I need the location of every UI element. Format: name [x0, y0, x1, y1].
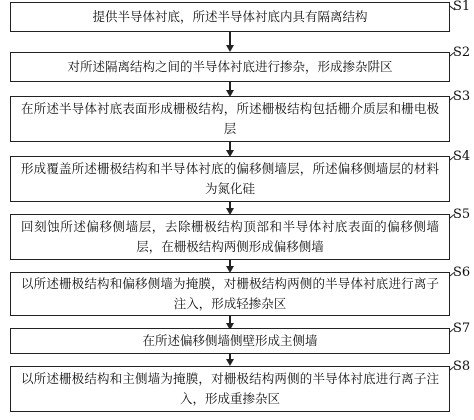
step-text-s7: 在所述偏移侧墙侧壁形成主侧墙 — [142, 333, 318, 348]
step-label-s6: S6 — [453, 265, 471, 280]
step-label-s1: S1 — [453, 0, 471, 14]
step-text-s5: 回刻蚀所述偏移侧墙层，去除栅极结构顶部和半导体衬底表面的偏移侧墙层，在栅极结构两侧形成偏移侧墙 — [21, 219, 439, 254]
step-text-s4: 形成覆盖所述栅极结构和半导体衬底的偏移侧墙层，所述偏移侧墙层的材料为氮化硅 — [21, 161, 439, 196]
step-box-s3 — [10, 96, 450, 142]
step-box-s4 — [10, 156, 450, 202]
step-text-s8: 以所述栅极结构和主侧墙为掩膜，对栅极结构两侧的半导体衬底进行离子注入，形成重掺杂区 — [21, 371, 439, 406]
step-label-s3: S3 — [453, 89, 471, 104]
step-text-s3: 在所述半导体衬底表面形成栅极结构，所述栅极结构包括栅介质层和栅电极层 — [21, 101, 439, 136]
step-box-s2 — [10, 52, 450, 82]
step-box-s1 — [10, 2, 450, 32]
step-label-s4: S4 — [453, 149, 471, 164]
step-box-s5 — [10, 214, 450, 260]
step-label-s7: S7 — [453, 321, 471, 336]
step-label-s5: S5 — [453, 207, 471, 222]
step-text-s6: 以所述栅极结构和偏移侧墙为掩膜，对栅极结构两侧的半导体衬底进行离子注入，形成轻掺杂区 — [21, 276, 439, 311]
step-label-s2: S2 — [453, 45, 471, 60]
step-box-s8 — [10, 366, 450, 412]
step-text-s1: 提供半导体衬底，所述半导体衬底内具有隔离结构 — [92, 9, 368, 24]
step-box-s6 — [10, 272, 450, 316]
step-box-s7 — [10, 328, 450, 354]
step-text-s2: 对所述隔离结构之间的半导体衬底进行掺杂，形成掺杂阱区 — [67, 59, 393, 74]
step-label-s8: S8 — [453, 359, 471, 374]
